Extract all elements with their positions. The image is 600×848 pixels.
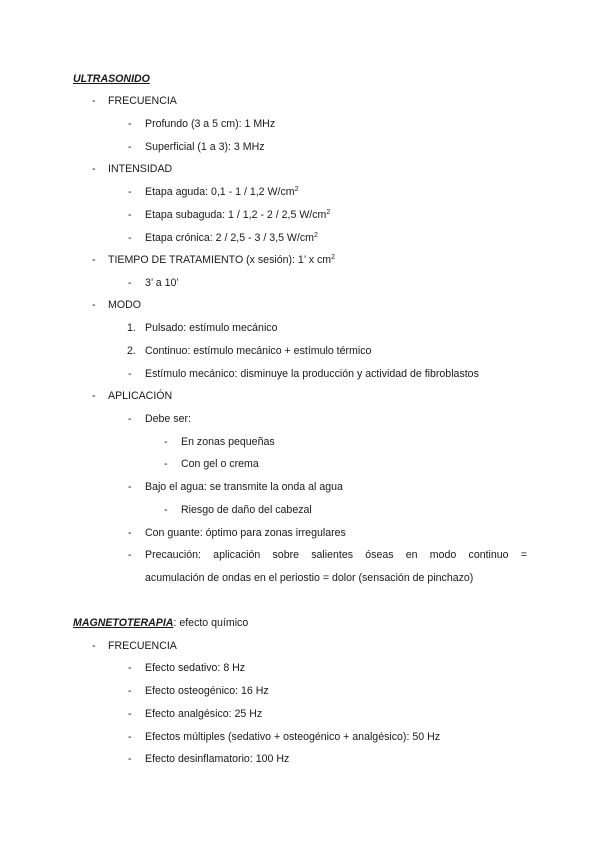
section-subtitle: : efecto químico — [173, 617, 249, 629]
bullet-dash: - — [128, 368, 132, 380]
unit-exponent: 2 — [314, 232, 318, 239]
list-item: Efecto sedativo: 8 Hz — [145, 662, 246, 674]
section-title-text: MAGNETOTERAPIA — [73, 617, 174, 629]
list-item: Precaución: aplicación sobre salientes óseas en modo continuo = — [145, 549, 527, 561]
list-item: Efecto desinflamatorio: 100 Hz — [145, 753, 290, 765]
bullet-dash: - — [164, 458, 168, 470]
bullet-dash: - — [128, 662, 132, 674]
unit: W/cm — [267, 186, 295, 198]
bullet-dash: - — [92, 390, 96, 402]
bullet-dash: - — [128, 277, 132, 289]
bullet-dash: - — [92, 299, 96, 311]
magnetoterapia-frecuencia-label: FRECUENCIA — [108, 640, 177, 652]
list-item: Efectos múltiples (sedativo + osteogénico + analgésico): 50 Hz — [145, 731, 441, 743]
section-title-magnetoterapia — [73, 616, 248, 630]
bullet-dash: - — [128, 209, 132, 221]
bullet-dash: - — [128, 118, 132, 130]
bullet-dash: - — [164, 436, 168, 448]
section-title-ultrasonido: ULTRASONIDO — [73, 73, 150, 85]
list-item-text: Etapa aguda: 0,1 - 1 / 1,2 — [145, 186, 268, 198]
list-item-text: Etapa subaguda: 1 / 1,2 - 2 / 2,5 — [145, 209, 300, 221]
bullet-dash: - — [92, 163, 96, 175]
bullet-dash: - — [92, 254, 96, 266]
unit-exponent: 2 — [326, 209, 331, 216]
list-item: Pulsado: estímulo mecánico — [145, 322, 278, 334]
list-item: Continuo: estímulo mecánico + estímulo térmico — [145, 345, 372, 357]
list-item-continuation: acumulación de ondas en el periostio = dolor (sensación de pinchazo) — [145, 572, 474, 584]
bullet-dash: - — [164, 504, 168, 516]
list-item: Estímulo mecánico: disminuye la producción y actividad de fibroblastos — [145, 368, 479, 380]
bullet-dash: - — [128, 549, 132, 561]
list-item: En zonas pequeñas — [181, 436, 275, 448]
unit-exponent: 2 — [331, 254, 335, 261]
list-item — [145, 185, 299, 199]
bullet-dash: - — [128, 232, 132, 244]
bullet-dash: - — [92, 95, 96, 107]
bullet-dash: - — [128, 685, 132, 697]
tiempo-text: TIEMPO DE TRATAMIENTO (x sesión): 1’ x cm — [108, 254, 332, 266]
bullet-dash: - — [128, 527, 132, 539]
ultrasonido-tiempo-label — [108, 253, 335, 267]
list-item: Profundo (3 a 5 cm): 1 MHz — [145, 118, 276, 130]
list-number: 2. — [127, 345, 136, 357]
ultrasonido-aplicacion-label: APLICACIÓN — [108, 390, 173, 402]
bullet-dash: - — [128, 753, 132, 765]
list-item: Efecto osteogénico: 16 Hz — [145, 685, 269, 697]
ultrasonido-modo-label: MODO — [108, 299, 141, 311]
list-item-text: Etapa crónica: 2 / 2,5 - 3 / 3,5 — [145, 232, 287, 244]
bullet-dash: - — [128, 186, 132, 198]
list-item: Superficial (1 a 3): 3 MHz — [145, 141, 265, 153]
bullet-dash: - — [128, 413, 132, 425]
list-item: Riesgo de daño del cabezal — [181, 504, 312, 516]
list-item: Con guante: óptimo para zonas irregulares — [145, 527, 346, 539]
unit-exponent: 2 — [294, 186, 299, 193]
ultrasonido-intensidad-label: INTENSIDAD — [108, 163, 173, 175]
bullet-dash: - — [128, 708, 132, 720]
bullet-dash: - — [92, 640, 96, 652]
ultrasonido-frecuencia-label: FRECUENCIA — [108, 95, 177, 107]
list-number: 1. — [127, 322, 136, 334]
unit: W/cm — [286, 232, 314, 244]
bullet-dash: - — [128, 481, 132, 493]
list-item: 3’ a 10’ — [145, 277, 179, 289]
list-item: Bajo el agua: se transmite la onda al agua — [145, 481, 343, 493]
list-item: Debe ser: — [145, 413, 191, 425]
unit: W/cm — [299, 209, 327, 221]
bullet-dash: - — [128, 141, 132, 153]
list-item — [145, 231, 318, 245]
list-item: Con gel o crema — [181, 458, 259, 470]
bullet-dash: - — [128, 731, 132, 743]
list-item — [145, 208, 330, 222]
list-item: Efecto analgésico: 25 Hz — [145, 708, 263, 720]
